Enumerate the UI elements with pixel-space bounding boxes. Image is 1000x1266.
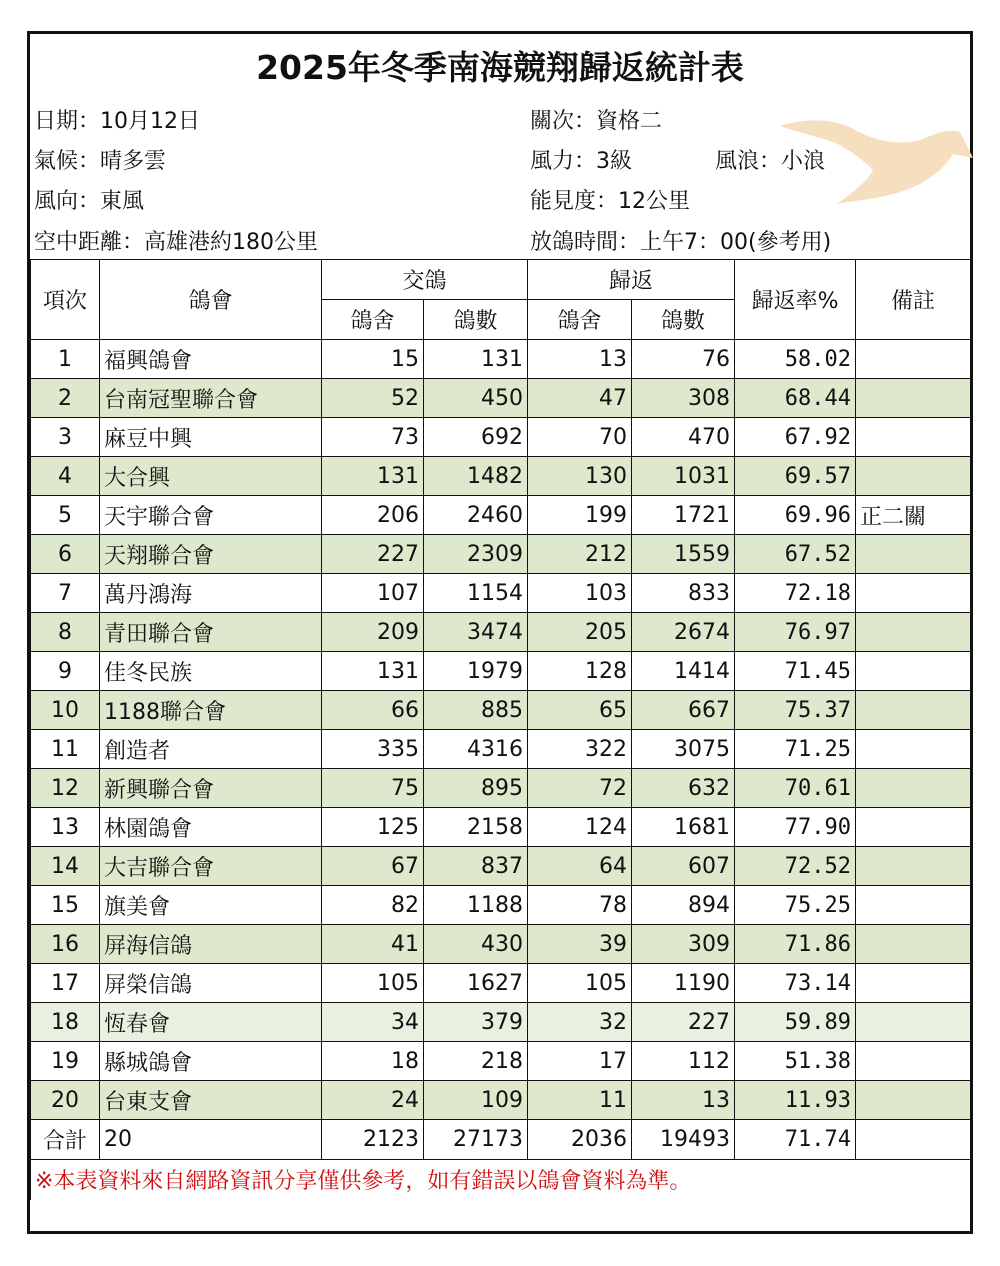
row-rate: 71.45 xyxy=(735,652,856,691)
row-entered-birds: 1482 xyxy=(424,457,528,496)
row-entered-birds: 218 xyxy=(424,1042,528,1081)
row-entered-birds: 1154 xyxy=(424,574,528,613)
row-number: 20 xyxy=(31,1081,100,1120)
row-number: 5 xyxy=(31,496,100,535)
row-rate: 71.25 xyxy=(735,730,856,769)
row-club: 恆春會 xyxy=(100,1003,322,1042)
row-club: 大吉聯合會 xyxy=(100,847,322,886)
row-rate: 58.02 xyxy=(735,340,856,379)
row-returned-lofts: 124 xyxy=(528,808,632,847)
row-remark xyxy=(856,730,971,769)
table-row xyxy=(31,730,971,769)
row-returned-birds: 3075 xyxy=(632,730,735,769)
row-club: 萬丹鴻海 xyxy=(100,574,322,613)
row-returned-birds: 632 xyxy=(632,769,735,808)
report-sheet xyxy=(27,31,973,1234)
row-entered-lofts: 24 xyxy=(322,1081,424,1120)
row-entered-birds: 837 xyxy=(424,847,528,886)
row-remark xyxy=(856,340,971,379)
row-returned-lofts: 103 xyxy=(528,574,632,613)
info-wind-force: 風力：3級 xyxy=(530,149,632,174)
total-returned-birds: 19493 xyxy=(632,1120,735,1160)
row-returned-birds: 1721 xyxy=(632,496,735,535)
table-row xyxy=(31,574,971,613)
row-entered-birds: 2158 xyxy=(424,808,528,847)
row-entered-lofts: 15 xyxy=(322,340,424,379)
row-number: 4 xyxy=(31,457,100,496)
row-returned-lofts: 47 xyxy=(528,379,632,418)
row-entered-birds: 1188 xyxy=(424,886,528,925)
row-rate: 73.14 xyxy=(735,964,856,1003)
row-number: 19 xyxy=(31,1042,100,1081)
table-row xyxy=(31,691,971,730)
row-entered-lofts: 18 xyxy=(322,1042,424,1081)
table-row xyxy=(31,1042,971,1081)
row-remark xyxy=(856,535,971,574)
row-returned-lofts: 11 xyxy=(528,1081,632,1120)
row-number: 13 xyxy=(31,808,100,847)
header-rate: 歸返率% xyxy=(735,260,856,340)
row-club: 天宇聯合會 xyxy=(100,496,322,535)
table-body xyxy=(31,340,971,1120)
row-entered-lofts: 67 xyxy=(322,847,424,886)
header-entered: 交鴿 xyxy=(322,260,528,300)
row-number: 11 xyxy=(31,730,100,769)
row-entered-birds: 1979 xyxy=(424,652,528,691)
table-footer xyxy=(31,1120,971,1200)
header-club: 鴿會 xyxy=(100,260,322,340)
row-returned-lofts: 212 xyxy=(528,535,632,574)
row-number: 6 xyxy=(31,535,100,574)
row-entered-lofts: 73 xyxy=(322,418,424,457)
row-returned-birds: 894 xyxy=(632,886,735,925)
row-rate: 67.92 xyxy=(735,418,856,457)
row-number: 18 xyxy=(31,1003,100,1042)
row-remark xyxy=(856,457,971,496)
row-remark xyxy=(856,1003,971,1042)
total-remark xyxy=(856,1120,971,1160)
row-club: 福興鴿會 xyxy=(100,340,322,379)
info-date: 日期：10月12日 xyxy=(34,109,200,134)
row-returned-birds: 1681 xyxy=(632,808,735,847)
row-club: 屏海信鴿 xyxy=(100,925,322,964)
row-returned-lofts: 105 xyxy=(528,964,632,1003)
row-entered-lofts: 52 xyxy=(322,379,424,418)
row-returned-birds: 308 xyxy=(632,379,735,418)
row-number: 1 xyxy=(31,340,100,379)
row-number: 10 xyxy=(31,691,100,730)
table-row xyxy=(31,808,971,847)
table-row xyxy=(31,379,971,418)
row-rate: 72.18 xyxy=(735,574,856,613)
row-entered-lofts: 227 xyxy=(322,535,424,574)
table-row xyxy=(31,1003,971,1042)
row-rate: 72.52 xyxy=(735,847,856,886)
footnote-row xyxy=(31,1160,971,1200)
row-returned-birds: 833 xyxy=(632,574,735,613)
row-entered-lofts: 209 xyxy=(322,613,424,652)
row-remark xyxy=(856,964,971,1003)
row-returned-lofts: 13 xyxy=(528,340,632,379)
row-club: 台東支會 xyxy=(100,1081,322,1120)
page-title: 2025年冬季南海競翔歸返統計表 xyxy=(256,48,744,87)
row-club: 新興聯合會 xyxy=(100,769,322,808)
row-returned-birds: 1414 xyxy=(632,652,735,691)
row-remark xyxy=(856,769,971,808)
row-remark xyxy=(856,418,971,457)
row-club: 旗美會 xyxy=(100,886,322,925)
row-returned-lofts: 199 xyxy=(528,496,632,535)
row-rate: 69.96 xyxy=(735,496,856,535)
row-rate: 75.37 xyxy=(735,691,856,730)
header-item: 項次 xyxy=(31,260,100,340)
row-rate: 67.52 xyxy=(735,535,856,574)
row-club: 麻豆中興 xyxy=(100,418,322,457)
row-remark xyxy=(856,574,971,613)
row-returned-birds: 470 xyxy=(632,418,735,457)
table-row xyxy=(31,340,971,379)
row-number: 16 xyxy=(31,925,100,964)
row-rate: 59.89 xyxy=(735,1003,856,1042)
row-club: 林園鴿會 xyxy=(100,808,322,847)
total-entered-birds: 27173 xyxy=(424,1120,528,1160)
row-entered-birds: 430 xyxy=(424,925,528,964)
row-club: 佳冬民族 xyxy=(100,652,322,691)
header-returned-birds: 鴿數 xyxy=(632,300,735,340)
row-entered-birds: 2309 xyxy=(424,535,528,574)
row-remark xyxy=(856,1042,971,1081)
header-remark: 備註 xyxy=(856,260,971,340)
row-entered-birds: 379 xyxy=(424,1003,528,1042)
row-rate: 69.57 xyxy=(735,457,856,496)
row-entered-lofts: 131 xyxy=(322,652,424,691)
row-entered-birds: 895 xyxy=(424,769,528,808)
row-remark xyxy=(856,652,971,691)
row-returned-birds: 112 xyxy=(632,1042,735,1081)
row-returned-lofts: 17 xyxy=(528,1042,632,1081)
row-entered-lofts: 34 xyxy=(322,1003,424,1042)
table-row xyxy=(31,925,971,964)
total-label: 合計 xyxy=(31,1120,100,1160)
info-wind-direction: 風向：東風 xyxy=(34,189,145,214)
row-entered-lofts: 107 xyxy=(322,574,424,613)
row-club: 1188聯合會 xyxy=(100,691,322,730)
row-returned-birds: 13 xyxy=(632,1081,735,1120)
row-entered-birds: 1627 xyxy=(424,964,528,1003)
row-number: 8 xyxy=(31,613,100,652)
row-remark xyxy=(856,379,971,418)
row-entered-birds: 2460 xyxy=(424,496,528,535)
row-remark xyxy=(856,613,971,652)
row-returned-birds: 1559 xyxy=(632,535,735,574)
total-entered-lofts: 2123 xyxy=(322,1120,424,1160)
statistics-table xyxy=(30,259,971,1200)
row-returned-birds: 667 xyxy=(632,691,735,730)
table-header xyxy=(31,260,971,340)
row-entered-birds: 885 xyxy=(424,691,528,730)
table-row xyxy=(31,886,971,925)
row-remark xyxy=(856,886,971,925)
total-rate: 71.74 xyxy=(735,1120,856,1160)
row-returned-lofts: 32 xyxy=(528,1003,632,1042)
row-returned-birds: 1190 xyxy=(632,964,735,1003)
table-row xyxy=(31,769,971,808)
row-rate: 68.44 xyxy=(735,379,856,418)
info-distance: 空中距離：高雄港約180公里 xyxy=(34,230,318,255)
footnote: ※本表資料來自網路資訊分享僅供參考，如有錯誤以鴿會資料為準。 xyxy=(31,1160,971,1200)
row-returned-birds: 607 xyxy=(632,847,735,886)
row-returned-lofts: 64 xyxy=(528,847,632,886)
row-number: 12 xyxy=(31,769,100,808)
row-returned-birds: 309 xyxy=(632,925,735,964)
row-rate: 51.38 xyxy=(735,1042,856,1081)
row-returned-birds: 227 xyxy=(632,1003,735,1042)
row-number: 2 xyxy=(31,379,100,418)
row-entered-lofts: 131 xyxy=(322,457,424,496)
row-rate: 71.86 xyxy=(735,925,856,964)
row-club: 縣城鴿會 xyxy=(100,1042,322,1081)
row-entered-birds: 692 xyxy=(424,418,528,457)
header-returned-lofts: 鴿舍 xyxy=(528,300,632,340)
row-returned-lofts: 205 xyxy=(528,613,632,652)
row-entered-birds: 4316 xyxy=(424,730,528,769)
row-number: 9 xyxy=(31,652,100,691)
row-entered-lofts: 41 xyxy=(322,925,424,964)
row-remark xyxy=(856,808,971,847)
header-entered-lofts: 鴿舍 xyxy=(322,300,424,340)
table-row xyxy=(31,847,971,886)
row-rate: 11.93 xyxy=(735,1081,856,1120)
row-returned-lofts: 72 xyxy=(528,769,632,808)
row-club: 創造者 xyxy=(100,730,322,769)
info-waves: 風浪：小浪 xyxy=(715,149,826,174)
header-returned: 歸返 xyxy=(528,260,735,300)
row-returned-lofts: 130 xyxy=(528,457,632,496)
row-entered-lofts: 75 xyxy=(322,769,424,808)
row-entered-birds: 131 xyxy=(424,340,528,379)
total-returned-lofts: 2036 xyxy=(528,1120,632,1160)
row-entered-lofts: 105 xyxy=(322,964,424,1003)
row-club: 大合興 xyxy=(100,457,322,496)
row-returned-lofts: 78 xyxy=(528,886,632,925)
info-stage: 關次：資格二 xyxy=(530,109,663,134)
table-row xyxy=(31,496,971,535)
total-club-count: 20 xyxy=(100,1120,322,1160)
row-number: 17 xyxy=(31,964,100,1003)
row-club: 天翔聯合會 xyxy=(100,535,322,574)
row-returned-birds: 76 xyxy=(632,340,735,379)
table-row xyxy=(31,613,971,652)
info-weather: 氣候：晴多雲 xyxy=(34,149,167,174)
row-remark xyxy=(856,1081,971,1120)
row-club: 台南冠聖聯合會 xyxy=(100,379,322,418)
table-row xyxy=(31,964,971,1003)
table-row xyxy=(31,418,971,457)
row-returned-birds: 2674 xyxy=(632,613,735,652)
table-row xyxy=(31,535,971,574)
row-returned-lofts: 70 xyxy=(528,418,632,457)
row-number: 14 xyxy=(31,847,100,886)
row-remark xyxy=(856,925,971,964)
row-rate: 77.90 xyxy=(735,808,856,847)
total-row xyxy=(31,1120,971,1160)
table-row xyxy=(31,1081,971,1120)
row-entered-lofts: 335 xyxy=(322,730,424,769)
row-number: 3 xyxy=(31,418,100,457)
row-entered-lofts: 66 xyxy=(322,691,424,730)
row-returned-lofts: 65 xyxy=(528,691,632,730)
table-row xyxy=(31,457,971,496)
row-club: 青田聯合會 xyxy=(100,613,322,652)
row-returned-lofts: 128 xyxy=(528,652,632,691)
row-entered-lofts: 206 xyxy=(322,496,424,535)
row-entered-birds: 109 xyxy=(424,1081,528,1120)
info-release-time: 放鴿時間：上午7：00(參考用) xyxy=(530,230,832,255)
row-entered-birds: 450 xyxy=(424,379,528,418)
row-returned-birds: 1031 xyxy=(632,457,735,496)
row-remark xyxy=(856,847,971,886)
row-remark xyxy=(856,691,971,730)
row-club: 屏榮信鴿 xyxy=(100,964,322,1003)
row-entered-birds: 3474 xyxy=(424,613,528,652)
row-number: 7 xyxy=(31,574,100,613)
row-returned-lofts: 39 xyxy=(528,925,632,964)
info-visibility: 能見度：12公里 xyxy=(530,189,690,214)
header-entered-birds: 鴿數 xyxy=(424,300,528,340)
row-returned-lofts: 322 xyxy=(528,730,632,769)
row-rate: 75.25 xyxy=(735,886,856,925)
row-rate: 76.97 xyxy=(735,613,856,652)
row-number: 15 xyxy=(31,886,100,925)
row-entered-lofts: 125 xyxy=(322,808,424,847)
row-rate: 70.61 xyxy=(735,769,856,808)
table-row xyxy=(31,652,971,691)
row-remark: 正二關 xyxy=(856,496,971,535)
row-entered-lofts: 82 xyxy=(322,886,424,925)
